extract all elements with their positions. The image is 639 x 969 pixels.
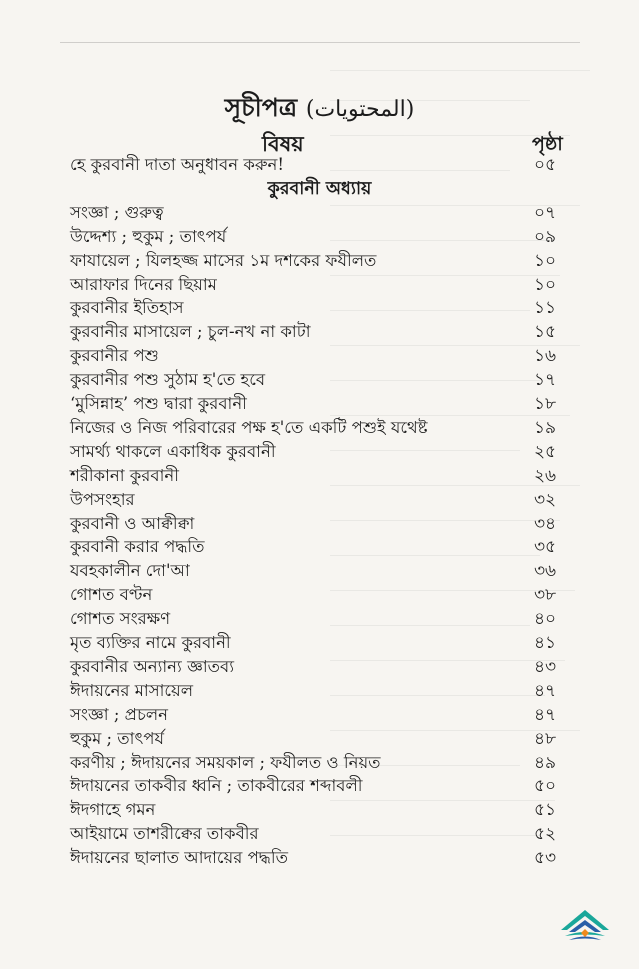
toc-entry xyxy=(0,797,639,821)
toc-entry xyxy=(0,295,639,319)
toc-entry xyxy=(0,726,639,750)
toc-entry-topic: সামর্থ্য থাকলে একাধিক কুরবানী xyxy=(70,441,276,461)
toc-entry-page-number: ৫৩ xyxy=(534,848,557,869)
toc-entry-page-number: ১৬ xyxy=(534,346,557,367)
toc-entry-page-number: ৪৮ xyxy=(534,728,557,749)
toc-entry-page-number: ৪৩ xyxy=(534,656,557,677)
column-header-topic: বিষয় xyxy=(262,131,304,156)
toc-entry-topic: কুরবানীর অন্যান্য জ্ঞাতব্য xyxy=(70,656,234,676)
toc-entry xyxy=(0,343,639,367)
toc-entry-page-number: ১৫ xyxy=(534,322,557,343)
toc-entry-topic: কুরবানী করার পদ্ধতি xyxy=(70,537,205,557)
toc-entry-topic: যবহকালীন দো'আ xyxy=(70,561,190,581)
header-rule xyxy=(60,42,580,43)
toc-entry xyxy=(0,224,639,248)
toc-entry-page-number: ৪৯ xyxy=(534,752,557,773)
toc-entry-page-number: ১৭ xyxy=(534,370,557,391)
toc-entry xyxy=(0,272,639,296)
toc-entry-topic: হুকুম ; তাৎপর্য xyxy=(70,728,164,748)
toc-entry-page-number: ৩৪ xyxy=(534,513,557,534)
publisher-logo-icon xyxy=(555,900,615,946)
toc-entry xyxy=(0,558,639,582)
title-arabic: (المحتويات) xyxy=(305,97,415,122)
toc-entry xyxy=(0,415,639,439)
toc-entry xyxy=(0,702,639,726)
toc-entry-topic: ঈদায়নের মাসায়েল xyxy=(70,680,194,700)
toc-entry-page-number: ০৫ xyxy=(534,155,557,175)
toc-entry-page-number: ৪৭ xyxy=(534,680,557,701)
toc-entry xyxy=(0,152,639,176)
toc-entry-page-number: ১০ xyxy=(534,250,557,271)
toc-entry-topic: সংজ্ঞা ; গুরুত্ব xyxy=(70,202,164,222)
toc-entry-topic: নিজের ও নিজ পরিবারের পক্ষ হ'তে একটি পশুই যথেষ্ট xyxy=(70,417,428,437)
toc-entry-page-number: ০৯ xyxy=(534,226,557,247)
toc-entry-page-number: ৫০ xyxy=(534,776,557,797)
toc-entry-page-number: ৪০ xyxy=(534,609,557,630)
toc-entry xyxy=(0,534,639,558)
toc-entry xyxy=(0,630,639,654)
toc-entry-page-number: ৩৫ xyxy=(534,537,557,558)
toc-entry-topic: কুরবানী অধ্যায় xyxy=(267,178,372,199)
toc-entry xyxy=(0,367,639,391)
toc-entry xyxy=(0,606,639,630)
toc-entry xyxy=(0,439,639,463)
toc-entry-topic: হে কুরবানী দাতা অনুধাবন করুন! xyxy=(70,155,285,174)
toc-entry xyxy=(0,845,639,869)
toc-entry-topic: উপসংহার xyxy=(70,489,135,509)
toc-entry-page-number: ১৮ xyxy=(534,394,557,414)
toc-entry xyxy=(0,487,639,511)
toc-entry-page-number: ৪৭ xyxy=(534,704,557,725)
toc-entry-page-number: ২৬ xyxy=(534,465,557,486)
toc-entry-page-number: ১১ xyxy=(534,298,557,319)
column-header-page: পৃষ্ঠা xyxy=(532,133,563,155)
toc-entry xyxy=(0,750,639,774)
toc-entry-page-number: ১০ xyxy=(534,274,557,295)
toc-entry xyxy=(0,654,639,678)
toc-entry-page-number: ১৯ xyxy=(534,417,557,438)
toc-entry-topic: কুরবানীর পশু xyxy=(70,346,159,366)
toc-entry-topic: কুরবানী ও আক্বীক্বা xyxy=(70,513,195,533)
toc-entry-topic: আইয়ামে তাশরীক্বের তাকবীর xyxy=(70,824,259,844)
toc-entry-page-number: ৫১ xyxy=(534,800,557,821)
toc-entry-page-number: ৫২ xyxy=(534,824,557,845)
toc-entry-page-number: ৩৮ xyxy=(534,585,557,606)
toc-entry-page-number: ৩৬ xyxy=(534,561,557,582)
toc-entry xyxy=(0,200,639,224)
toc-entry xyxy=(0,511,639,535)
toc-entry-topic: কুরবানীর ইতিহাস xyxy=(70,298,184,318)
toc-entry-topic: গোশত সংরক্ষণ xyxy=(70,609,171,629)
toc-entry-topic: আরাফার দিনের ছিয়াম xyxy=(70,274,217,294)
title-bengali: সূচীপত্র xyxy=(224,93,298,122)
toc-entry-page-number: ২৫ xyxy=(534,441,557,462)
toc-entry-page-number: ৪১ xyxy=(534,633,557,653)
toc-entry-topic: কুরবানীর পশু সুঠাম হ'তে হবে xyxy=(70,370,266,390)
toc-entry-topic: সংজ্ঞা ; প্রচলন xyxy=(70,704,168,724)
toc-entry xyxy=(0,248,639,272)
toc-entry xyxy=(0,821,639,845)
toc-entry xyxy=(0,773,639,797)
toc-entry xyxy=(0,463,639,487)
toc-entry xyxy=(0,678,639,702)
toc-entry-page-number: ৩২ xyxy=(534,489,557,510)
toc-entry xyxy=(0,582,639,606)
toc-entry-topic: ‘মুসিন্নাহ’ পশু দ্বারা কুরবানী xyxy=(70,394,247,413)
toc-entry-topic: ঈদায়নের তাকবীর ধ্বনি ; তাকবীরের শব্দাবলী xyxy=(70,776,363,796)
toc-entry xyxy=(0,319,639,343)
toc-entry-topic: কুরবানীর মাসায়েল ; চুল-নখ না কাটা xyxy=(70,322,311,342)
toc-entry-topic: উদ্দেশ্য ; হুকুম ; তাৎপর্য xyxy=(70,226,227,246)
page-title xyxy=(0,88,639,131)
toc-entry-topic: গোশত বণ্টন xyxy=(70,585,153,605)
toc-entry-topic: করণীয় ; ঈদায়নের সময়কাল ; ফযীলত ও নিয়ত xyxy=(70,752,381,772)
toc-entry xyxy=(0,391,639,415)
toc-entry-topic: শরীকানা কুরবানী xyxy=(70,465,179,485)
toc-entry-topic: ফাযায়েল ; যিলহজ্জ মাসের ১ম দশকের ফযীলত xyxy=(70,250,377,270)
toc-entry-topic: মৃত ব্যক্তির নামে কুরবানী xyxy=(70,633,231,652)
toc-entry-topic: ঈদায়নের ছালাত আদায়ের পদ্ধতি xyxy=(70,848,289,868)
toc-entry-topic: ঈদগাহে গমন xyxy=(70,800,156,820)
toc-entry-page-number: ০৭ xyxy=(534,202,557,223)
toc-section-heading xyxy=(0,176,639,200)
